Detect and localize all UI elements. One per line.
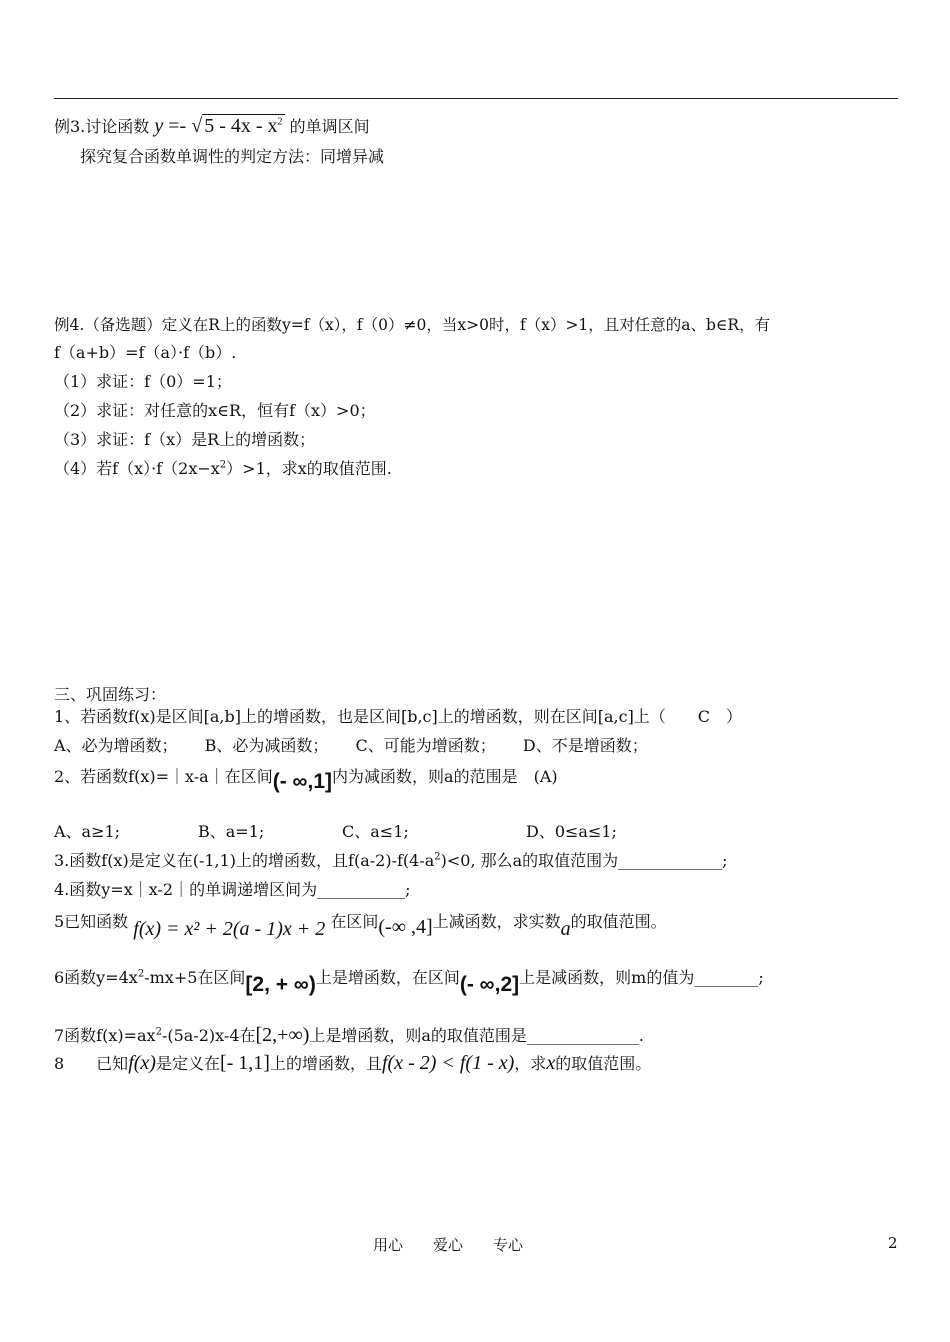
q5-text: 5已知函数 f(x) = x² + 2(a - 1)x + 2 在区间(-∞ ,4]上减函数，求实数a的取值范围。: [54, 912, 667, 940]
ex3-method: 探究复合函数单调性的判定方法：同增异减: [80, 147, 385, 166]
ex3-formula-y: y: [154, 115, 164, 137]
sqrt-sign: √: [191, 115, 203, 137]
q2-interval: (- ∞,1]: [272, 770, 333, 793]
q1-option-c: C、可能为增函数；: [355, 736, 496, 755]
q2-option-d: D、0≤a≤1;: [526, 822, 617, 841]
ex4-part2: （2）求证：对任意的x∈R，恒有f（x）>0；: [54, 401, 376, 420]
q7-interval: [2,+∞): [255, 1024, 310, 1046]
ex4-part1: （1）求证：f（0）=1；: [54, 372, 232, 391]
q3-text: 3.函数f(x)是定义在(-1,1)上的增函数，且$f(a-2)-f(4-a^2)<0$, 那么a的取值范围为_____________;: [54, 851, 728, 870]
q8-text: 8 已知f(x)是定义在[- 1,1]上的增函数，且f(x - 2) < f(1 - x)，求x的取值范围。: [54, 1052, 652, 1074]
q2-option-a: A、a≥1;: [54, 822, 121, 841]
q8-inequality: f(x - 2) < f(1 - x): [381, 1052, 515, 1074]
q8-interval: [- 1,1]: [219, 1052, 270, 1074]
q2-text: 2、若函数f(x)=｜x-a｜在区间(- ∞,1]内为减函数，则a的范围是 (A): [54, 767, 558, 793]
q4-text: 4.函数y=x｜x-2｜的单调递增区间为___________;: [54, 880, 411, 899]
q8-f: f(x): [128, 1052, 156, 1074]
ex3-suffix: 的单调区间: [289, 117, 370, 136]
ex4-part3: （3）求证：f（x）是R上的增函数；: [54, 430, 316, 449]
q7-text: 7函数$f(x)=ax^2-(5a-2)x-4$在[2,+∞)上是增函数，则a的取值范围是______________.: [54, 1024, 644, 1046]
ex3-sqrt-body: $5 - 4x - x^2$: [204, 115, 283, 137]
q2-options: [54, 821, 617, 843]
q1-option-a: A、必为增函数；: [54, 736, 178, 755]
ex4-line2: f（a+b）=f（a）·f（b）.: [54, 343, 237, 362]
q2-option-c: C、a≤1;: [342, 822, 409, 841]
footer-text: 用心 爱心 专心: [373, 1236, 524, 1254]
q1-option-d: D、不是增函数；: [522, 736, 648, 755]
top-rule: [54, 98, 898, 99]
q6-interval-1: [2, + ∞): [245, 973, 316, 996]
q6-text: 6函数$y=4x^2-mx+5$在区间[2, + ∞)上是增函数，在区间(- ∞,2]上是减函数，则m的值为________;: [54, 968, 764, 996]
ex3-line: [54, 115, 370, 138]
q8-x: x: [546, 1052, 556, 1074]
q5-interval: (-∞ ,4]: [378, 916, 433, 938]
ex3-formula-eq: =-: [163, 115, 192, 137]
ex4-part4: （4）若$f(x)\cdot f(2x-x^2)>1$，求x的取值范围.: [54, 459, 392, 478]
q2-option-b: B、a=1;: [198, 822, 265, 841]
page-number: 2: [888, 1234, 898, 1252]
q1-option-b: B、必为减函数；: [204, 736, 329, 755]
q6-interval-2: (- ∞,2]: [459, 973, 520, 996]
q5-var: a: [560, 918, 571, 940]
section3-heading: 三、巩固练习：: [54, 685, 167, 704]
q1-options: [54, 735, 648, 757]
ex3-prefix: 例3.讨论函数: [54, 117, 150, 136]
q5-formula: f(x) = x² + 2(a - 1)x + 2: [133, 918, 326, 940]
ex4-line1: 例4.（备选题）定义在R上的函数y=f（x），f（0）≠0，当x>0时，f（x）>1，且对任意的a、b∈R，有: [54, 316, 771, 334]
q1-text: 1、若函数f(x)是区间[a,b]上的增函数，也是区间[b,c]上的增函数，则在区间[a,c]上（ C ）: [54, 707, 743, 726]
